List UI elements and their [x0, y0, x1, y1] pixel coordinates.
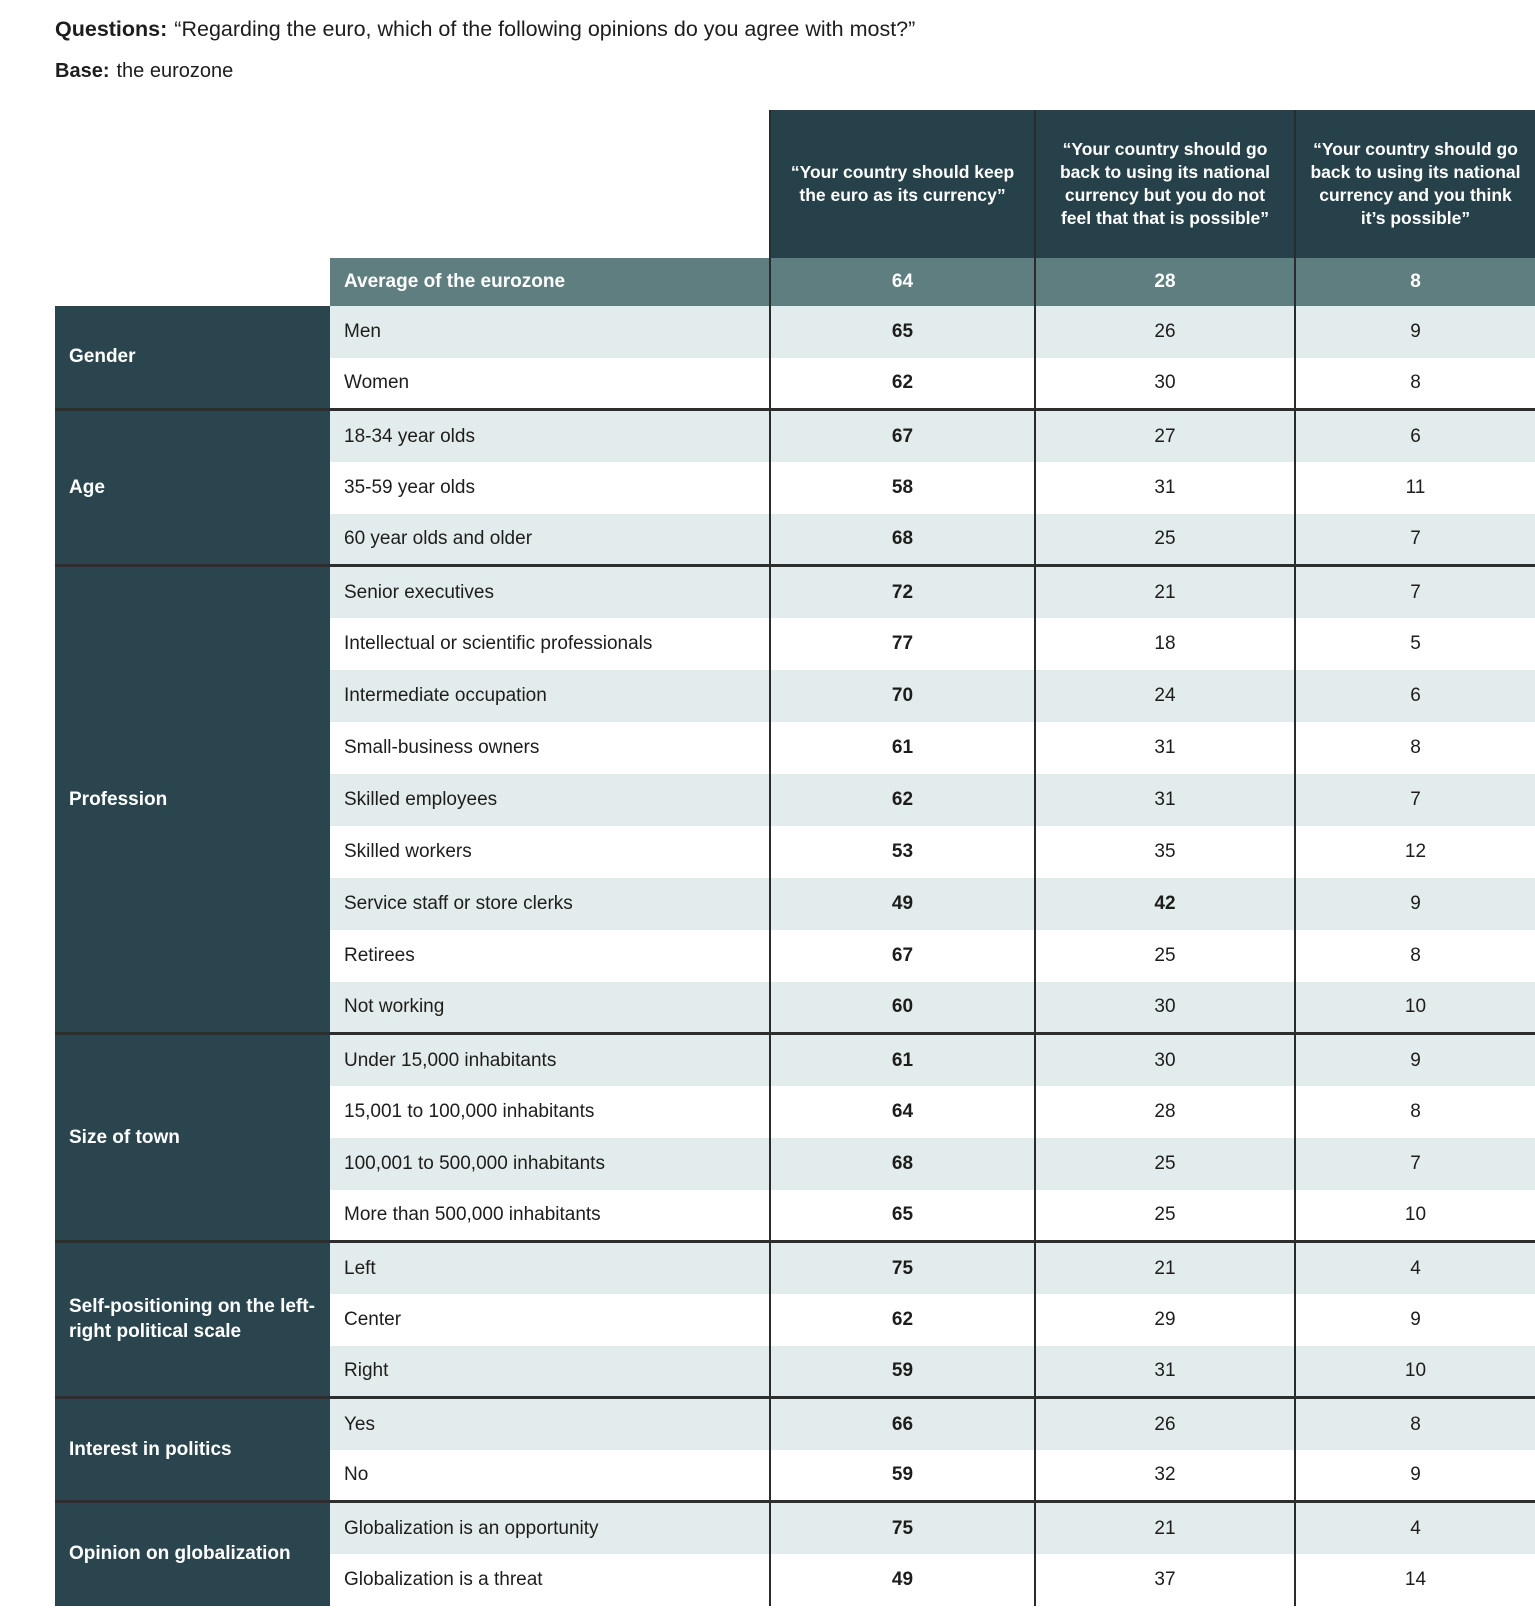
value-cell: 59	[770, 1346, 1035, 1398]
value-cell: 8	[1295, 722, 1535, 774]
value-cell: 28	[1035, 1086, 1295, 1138]
table-row	[55, 1242, 1535, 1294]
value-cell: 66	[770, 1398, 1035, 1450]
value-cell: 10	[1295, 1346, 1535, 1398]
average-value-cell: 64	[770, 258, 1035, 306]
row-label: Left	[330, 1242, 770, 1294]
row-label: 100,001 to 500,000 inhabitants	[330, 1138, 770, 1190]
value-cell: 30	[1035, 982, 1295, 1034]
value-cell: 31	[1035, 774, 1295, 826]
row-label: Skilled workers	[330, 826, 770, 878]
row-label: Center	[330, 1294, 770, 1346]
survey-results-table	[55, 110, 1535, 1606]
value-cell: 35	[1035, 826, 1295, 878]
header-row	[55, 110, 1535, 258]
table-row	[55, 410, 1535, 462]
group-cell: Interest in politics	[55, 1398, 330, 1502]
value-cell: 61	[770, 722, 1035, 774]
group-cell: Opinion on globalization	[55, 1502, 330, 1606]
value-cell: 7	[1295, 514, 1535, 566]
value-cell: 10	[1295, 1190, 1535, 1242]
value-cell: 53	[770, 826, 1035, 878]
value-cell: 31	[1035, 722, 1295, 774]
base-line	[55, 58, 1535, 84]
row-label: 15,001 to 100,000 inhabitants	[330, 1086, 770, 1138]
value-cell: 49	[770, 878, 1035, 930]
value-cell: 60	[770, 982, 1035, 1034]
value-cell: 32	[1035, 1450, 1295, 1502]
average-empty-corner	[55, 258, 330, 306]
question-title-prefix: Questions:	[55, 17, 168, 41]
value-cell: 25	[1035, 930, 1295, 982]
value-cell: 7	[1295, 774, 1535, 826]
value-cell: 49	[770, 1554, 1035, 1606]
value-cell: 42	[1035, 878, 1295, 930]
value-cell: 11	[1295, 462, 1535, 514]
table-row	[55, 1502, 1535, 1554]
value-cell: 58	[770, 462, 1035, 514]
value-cell: 10	[1295, 982, 1535, 1034]
value-cell: 27	[1035, 410, 1295, 462]
value-cell: 26	[1035, 306, 1295, 358]
value-cell: 65	[770, 1190, 1035, 1242]
row-label: 60 year olds and older	[330, 514, 770, 566]
value-cell: 9	[1295, 1294, 1535, 1346]
value-cell: 5	[1295, 618, 1535, 670]
column-header-national-currency-not-possible: “Your country should go back to using its national currency but you do not feel that that is possible”	[1035, 110, 1295, 258]
value-cell: 62	[770, 1294, 1035, 1346]
row-label: Senior executives	[330, 566, 770, 618]
group-cell: Size of town	[55, 1034, 330, 1242]
value-cell: 30	[1035, 358, 1295, 410]
value-cell: 31	[1035, 462, 1295, 514]
value-cell: 6	[1295, 410, 1535, 462]
value-cell: 59	[770, 1450, 1035, 1502]
value-cell: 9	[1295, 306, 1535, 358]
table-row	[55, 566, 1535, 618]
row-label: Men	[330, 306, 770, 358]
column-header-keep-euro: “Your country should keep the euro as its currency”	[770, 110, 1035, 258]
table-row	[55, 306, 1535, 358]
value-cell: 65	[770, 306, 1035, 358]
average-value-cell: 8	[1295, 258, 1535, 306]
group-cell: Age	[55, 410, 330, 566]
value-cell: 29	[1035, 1294, 1295, 1346]
value-cell: 9	[1295, 1034, 1535, 1086]
average-row-label: Average of the eurozone	[330, 258, 770, 306]
value-cell: 8	[1295, 1086, 1535, 1138]
value-cell: 67	[770, 410, 1035, 462]
value-cell: 62	[770, 358, 1035, 410]
value-cell: 68	[770, 1138, 1035, 1190]
value-cell: 26	[1035, 1398, 1295, 1450]
value-cell: 62	[770, 774, 1035, 826]
value-cell: 37	[1035, 1554, 1295, 1606]
value-cell: 8	[1295, 358, 1535, 410]
row-label: No	[330, 1450, 770, 1502]
value-cell: 70	[770, 670, 1035, 722]
value-cell: 67	[770, 930, 1035, 982]
value-cell: 24	[1035, 670, 1295, 722]
group-cell: Profession	[55, 566, 330, 1034]
row-label: Skilled employees	[330, 774, 770, 826]
value-cell: 61	[770, 1034, 1035, 1086]
value-cell: 75	[770, 1502, 1035, 1554]
value-cell: 8	[1295, 1398, 1535, 1450]
value-cell: 6	[1295, 670, 1535, 722]
value-cell: 25	[1035, 514, 1295, 566]
row-label: Globalization is a threat	[330, 1554, 770, 1606]
table-row	[55, 1398, 1535, 1450]
row-label: Intermediate occupation	[330, 670, 770, 722]
row-label: More than 500,000 inhabitants	[330, 1190, 770, 1242]
header-empty-corner	[55, 110, 770, 258]
value-cell: 25	[1035, 1138, 1295, 1190]
row-label: Retirees	[330, 930, 770, 982]
value-cell: 9	[1295, 1450, 1535, 1502]
row-label: Right	[330, 1346, 770, 1398]
value-cell: 68	[770, 514, 1035, 566]
column-header-national-currency-possible: “Your country should go back to using its national currency and you think it’s possible”	[1295, 110, 1535, 258]
row-label: Globalization is an opportunity	[330, 1502, 770, 1554]
value-cell: 21	[1035, 1502, 1295, 1554]
value-cell: 8	[1295, 930, 1535, 982]
value-cell: 21	[1035, 566, 1295, 618]
row-label: 18-34 year olds	[330, 410, 770, 462]
row-label: Women	[330, 358, 770, 410]
question-title	[55, 16, 1535, 44]
row-label: Service staff or store clerks	[330, 878, 770, 930]
value-cell: 4	[1295, 1502, 1535, 1554]
row-label: 35-59 year olds	[330, 462, 770, 514]
value-cell: 30	[1035, 1034, 1295, 1086]
average-value-cell: 28	[1035, 258, 1295, 306]
row-label: Not working	[330, 982, 770, 1034]
value-cell: 77	[770, 618, 1035, 670]
value-cell: 31	[1035, 1346, 1295, 1398]
row-label: Small-business owners	[330, 722, 770, 774]
value-cell: 18	[1035, 618, 1295, 670]
row-label: Intellectual or scientific professionals	[330, 618, 770, 670]
value-cell: 9	[1295, 878, 1535, 930]
group-cell: Self-positioning on the left-right political scale	[55, 1242, 330, 1398]
value-cell: 4	[1295, 1242, 1535, 1294]
value-cell: 75	[770, 1242, 1035, 1294]
row-label: Under 15,000 inhabitants	[330, 1034, 770, 1086]
value-cell: 25	[1035, 1190, 1295, 1242]
base-text: the eurozone	[116, 59, 234, 82]
table-row	[55, 1034, 1535, 1086]
value-cell: 7	[1295, 566, 1535, 618]
value-cell: 7	[1295, 1138, 1535, 1190]
value-cell: 21	[1035, 1242, 1295, 1294]
value-cell: 64	[770, 1086, 1035, 1138]
value-cell: 12	[1295, 826, 1535, 878]
base-prefix: Base:	[55, 59, 110, 82]
value-cell: 72	[770, 566, 1035, 618]
row-label: Yes	[330, 1398, 770, 1450]
average-row	[55, 258, 1535, 306]
group-cell: Gender	[55, 306, 330, 410]
value-cell: 14	[1295, 1554, 1535, 1606]
question-title-text: “Regarding the euro, which of the following opinions do you agree with most?”	[174, 17, 916, 41]
